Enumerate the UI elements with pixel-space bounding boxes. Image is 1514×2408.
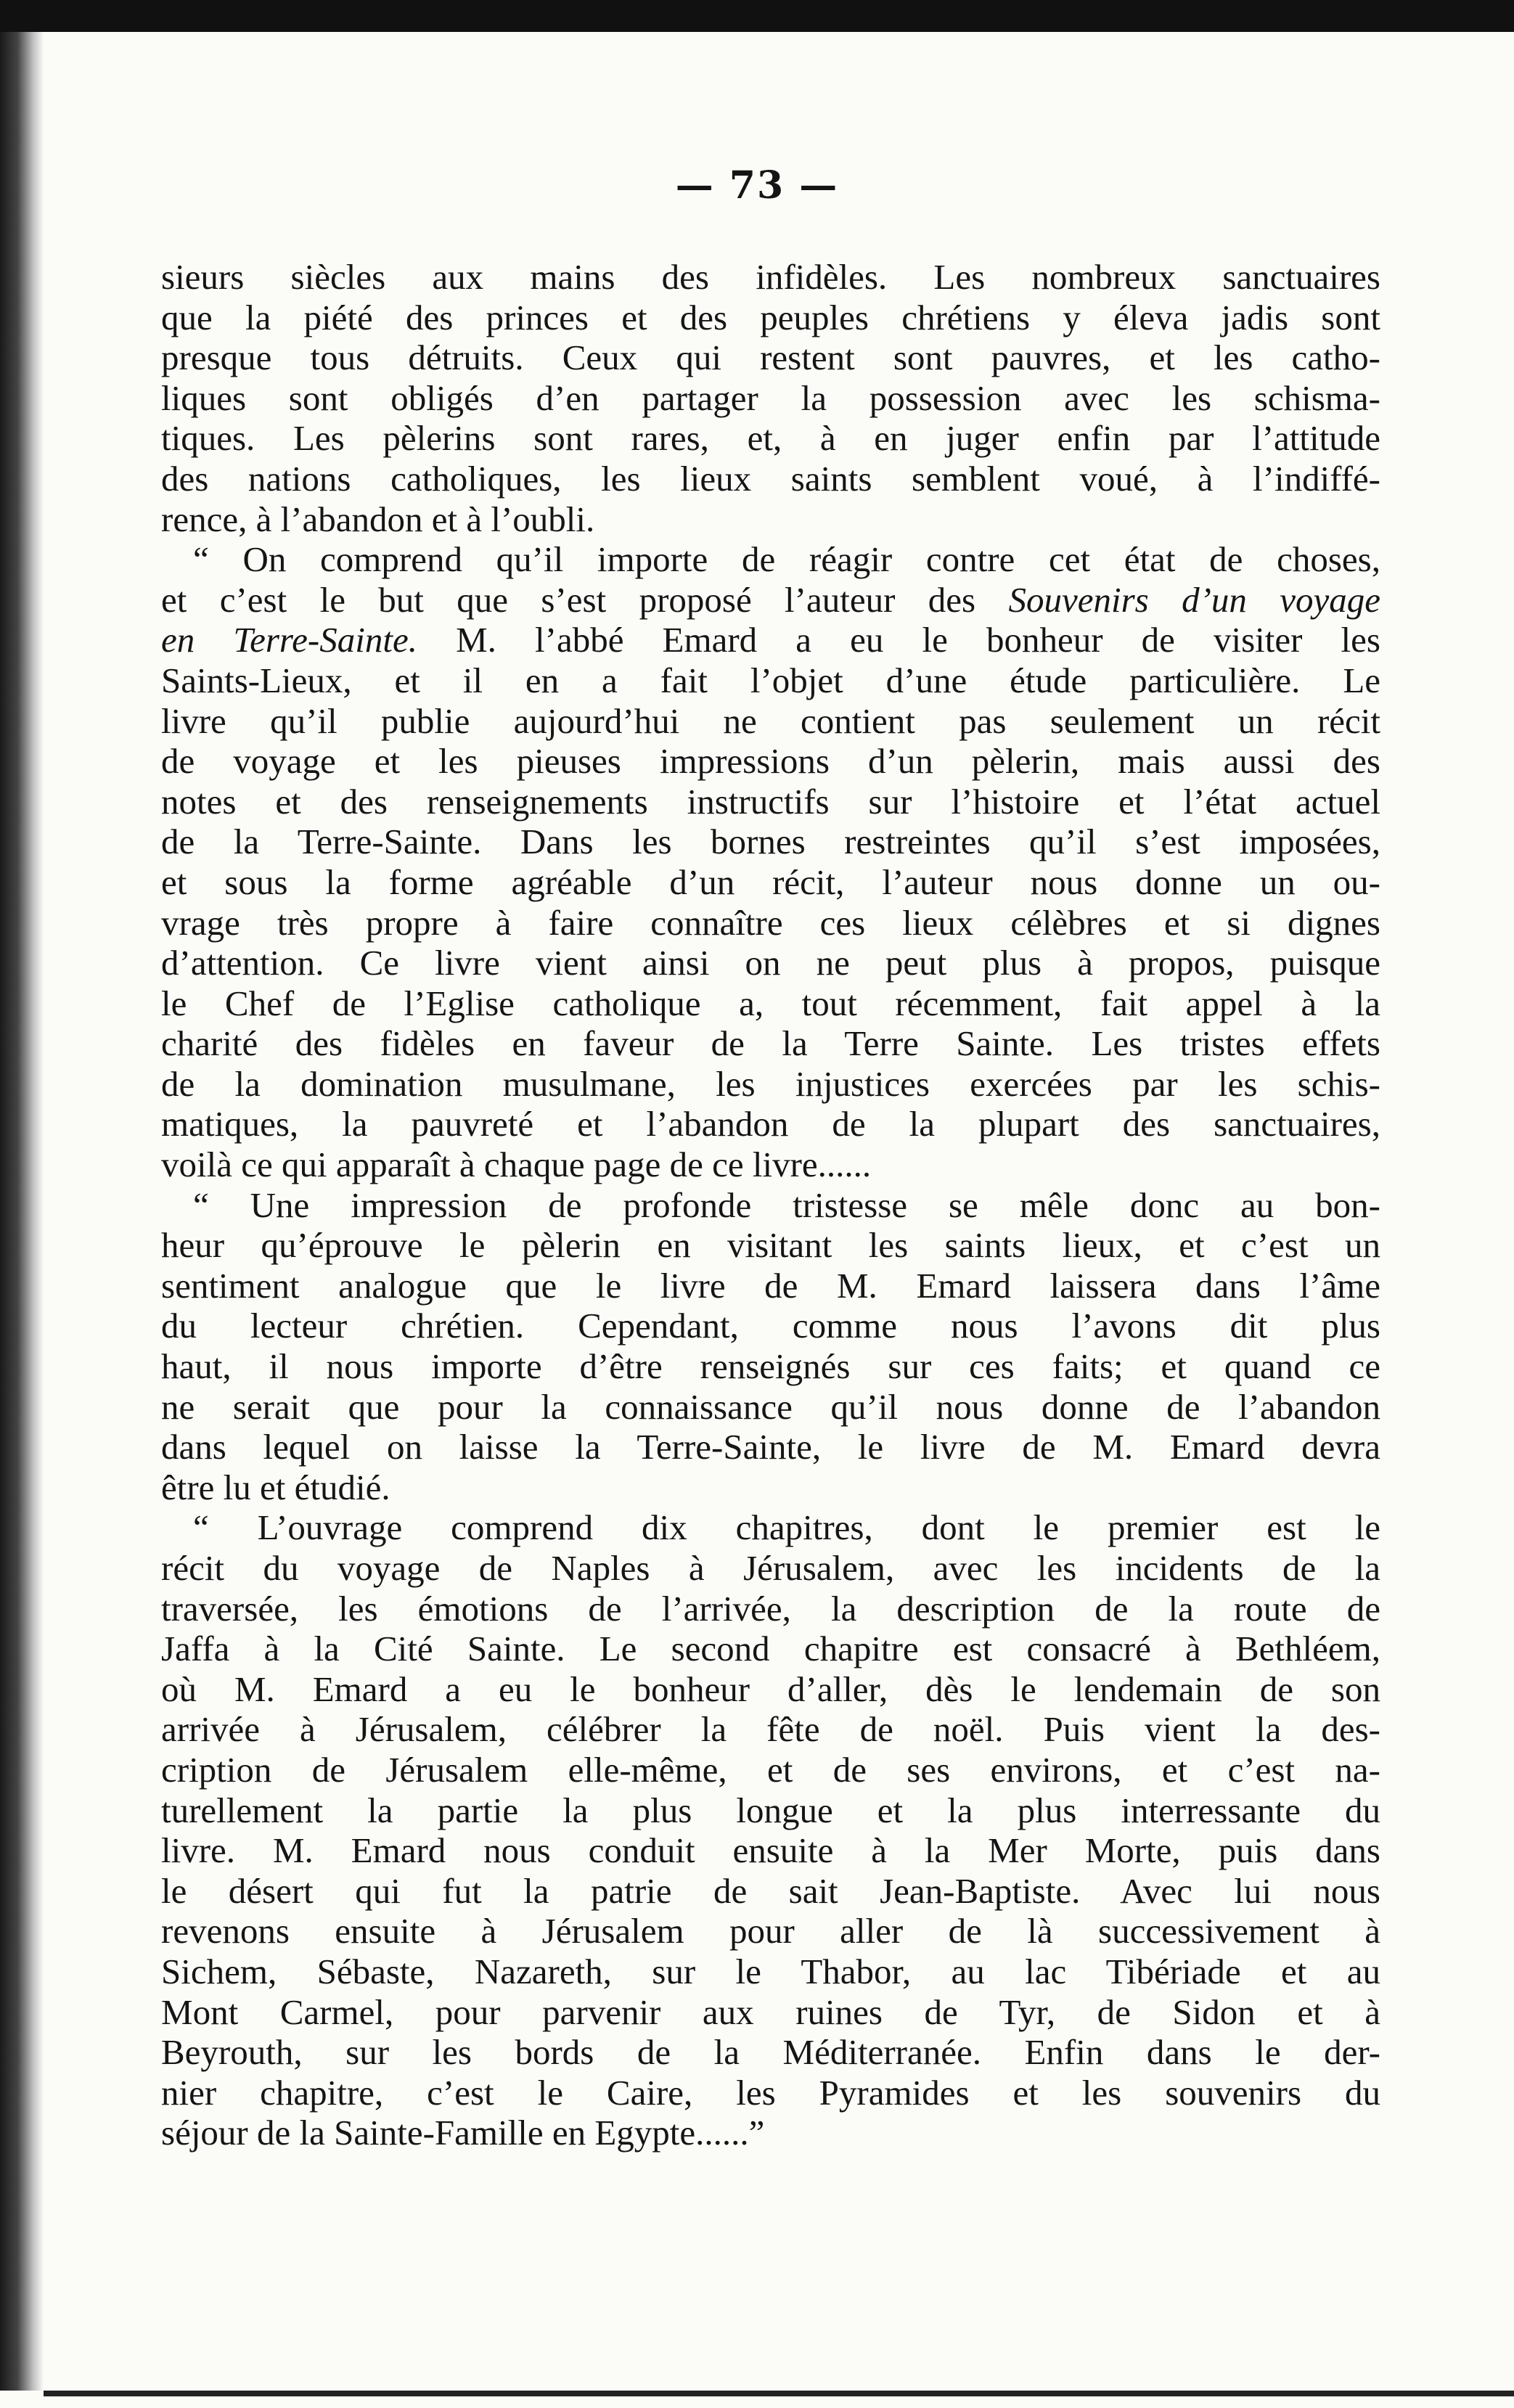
italic-book-title: Terre-Sainte.	[233, 620, 417, 660]
text-line: traversée, les émotions de l’arrivée, la description de la route de	[161, 1588, 1380, 1629]
text-line: heur qu’éprouve le pèlerin en visitant les saints lieux, et c’est un	[161, 1225, 1380, 1266]
page-number: — 73 —	[675, 163, 839, 208]
bottom-scan-border	[44, 2391, 1514, 2396]
text-line: turellement la partie la plus longue et la plus interressante du	[161, 1790, 1380, 1830]
text-line: livre. M. Emard nous conduit ensuite à la Mer Morte, puis dans	[161, 1830, 1380, 1871]
text-segment: M. l’abbé Emard a eu le bonheur de visiter les	[417, 620, 1380, 660]
text-line: sieurs siècles aux mains des infidèles. Les nombreux sanctuaires	[161, 257, 1380, 297]
text-line: de la domination musulmane, les injustices exercées par les schis-	[161, 1063, 1380, 1104]
text-line: “ L’ouvrage comprend dix chapitres, dont le premier est le	[193, 1507, 1380, 1548]
text-line: que la piété des princes et des peuples chrétiens y éleva jadis sont	[161, 297, 1380, 337]
text-line: revenons ensuite à Jérusalem pour aller de là successivement à	[161, 1911, 1380, 1952]
text-line: livre qu’il publie aujourd’hui ne contient pas seulement un récit	[161, 700, 1380, 741]
text-line: notes et des renseignements instructifs sur l’histoire et l’état actuel	[161, 781, 1380, 822]
text-line: nier chapitre, c’est le Caire, les Pyramides et les souvenirs du	[161, 2072, 1380, 2113]
italic-segment: en	[161, 620, 234, 660]
text-line: matiques, la pauvreté et l’abandon de la plupart des sanctuaires,	[161, 1104, 1380, 1144]
text-line: Mont Carmel, pour parvenir aux ruines de Tyr, de Sidon et à	[161, 1991, 1380, 2032]
text-line: arrivée à Jérusalem, célébrer la fête de noël. Puis vient la des-	[161, 1709, 1380, 1750]
top-scan-border	[0, 0, 1514, 32]
text-line: tiques. Les pèlerins sont rares, et, à en juger enfin par l’attitude	[161, 418, 1380, 459]
text-line: dans lequel on laisse la Terre-Sainte, le livre de M. Emard devra	[161, 1427, 1380, 1467]
text-line: le désert qui fut la patrie de sait Jean-Baptiste. Avec lui nous	[161, 1870, 1380, 1911]
left-scan-edge	[0, 32, 44, 2391]
text-segment: et c’est le but que s’est proposé l’auteur des	[161, 579, 1009, 620]
body-text	[161, 257, 1380, 2153]
text-line-with-italic	[161, 580, 1380, 621]
text-line: “ Une impression de profonde tristesse se mêle donc au bon-	[193, 1184, 1380, 1225]
text-line: Beyrouth, sur les bords de la Méditerranée. Enfin dans le der-	[161, 2032, 1380, 2073]
text-line: des nations catholiques, les lieux saints semblent voué, à l’indiffé-	[161, 458, 1380, 499]
text-line: Jaffa à la Cité Sainte. Le second chapitre est consacré à Bethléem,	[161, 1629, 1380, 1669]
text-line: sentiment analogue que le livre de M. Emard laissera dans l’âme	[161, 1265, 1380, 1306]
text-line: liques sont obligés d’en partager la possession avec les schisma-	[161, 377, 1380, 418]
text-line: ne serait que pour la connaissance qu’il nous donne de l’abandon	[161, 1386, 1380, 1427]
text-line: de voyage et les pieuses impressions d’un pèlerin, mais aussi des	[161, 741, 1380, 782]
text-line: où M. Emard a eu le bonheur d’aller, dès le lendemain de son	[161, 1668, 1380, 1709]
text-line-with-italic	[161, 620, 1380, 660]
text-line: haut, il nous importe d’être renseignés sur ces faits; et quand ce	[161, 1346, 1380, 1387]
text-line: de la Terre-Sainte. Dans les bornes restreintes qu’il s’est imposées,	[161, 822, 1380, 862]
text-line: vrage très propre à faire connaître ces lieux célèbres et si dignes	[161, 902, 1380, 943]
text-line: du lecteur chrétien. Cependant, comme nous l’avons dit plus	[161, 1306, 1380, 1346]
text-line: charité des fidèles en faveur de la Terre Sainte. Les tristes effets	[161, 1023, 1380, 1064]
text-line: presque tous détruits. Ceux qui restent sont pauvres, et les catho-	[161, 337, 1380, 378]
text-line: séjour de la Sainte-Famille en Egypte......”	[161, 2113, 765, 2153]
text-line: d’attention. Ce livre vient ainsi on ne peut plus à propos, puisque	[161, 943, 1380, 983]
text-line: Sichem, Sébaste, Nazareth, sur le Thabor, au lac Tibériade et au	[161, 1951, 1380, 1991]
text-line: “ On comprend qu’il importe de réagir contre cet état de choses,	[193, 539, 1380, 580]
text-line: cription de Jérusalem elle-même, et de ses environs, et c’est na-	[161, 1749, 1380, 1790]
text-line: récit du voyage de Naples à Jérusalem, avec les incidents de la	[161, 1548, 1380, 1588]
text-line: rence, à l’abandon et à l’oubli.	[161, 499, 595, 539]
text-line: être lu et étudié.	[161, 1467, 390, 1507]
text-line: Saints-Lieux, et il en a fait l’objet d’une étude particulière. Le	[161, 660, 1380, 700]
text-line: le Chef de l’Eglise catholique a, tout récemment, fait appel à la	[161, 983, 1380, 1023]
text-line: et sous la forme agréable d’un récit, l’auteur nous donne un ou-	[161, 861, 1380, 902]
italic-book-title: Souvenirs d’un voyage	[1008, 579, 1381, 620]
text-line: voilà ce qui apparaît à chaque page de ce livre......	[161, 1144, 872, 1185]
